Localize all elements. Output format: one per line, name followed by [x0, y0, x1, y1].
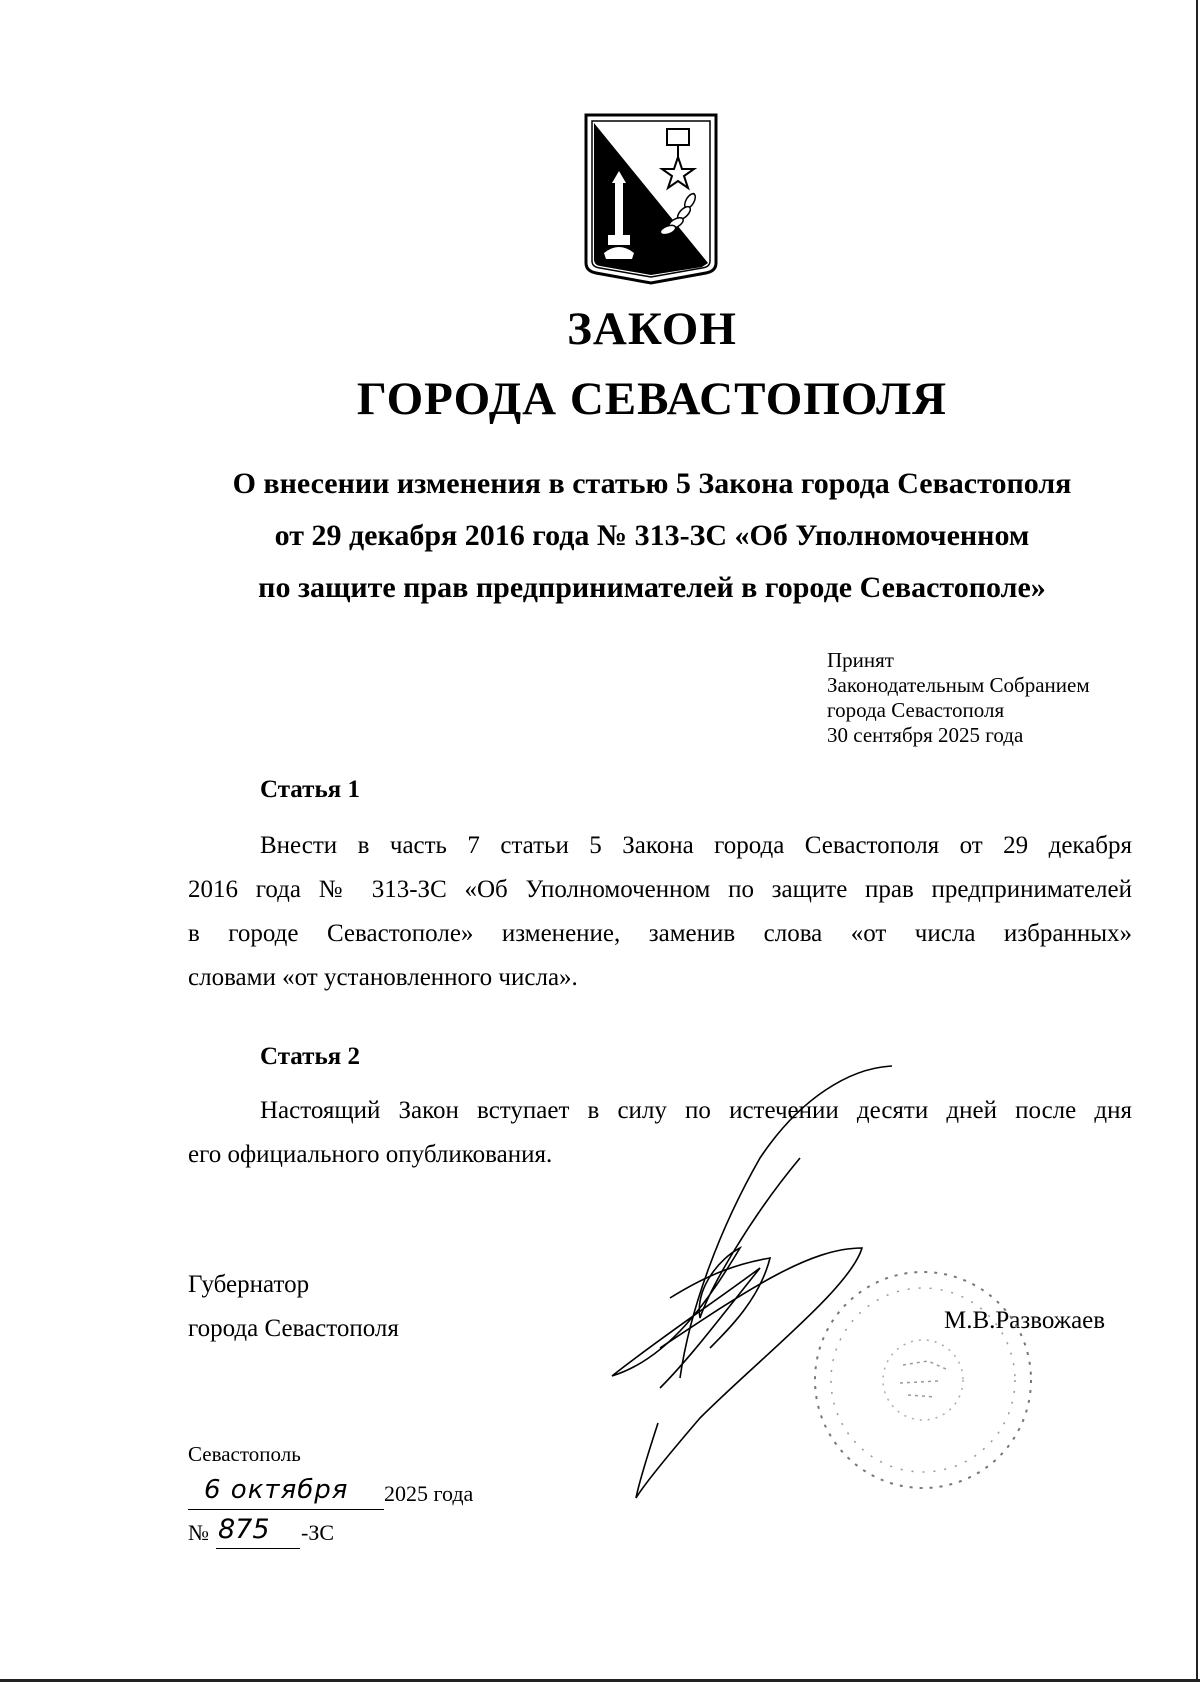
law-title: ЗАКОН: [567, 303, 737, 355]
adoption-line: Принят: [827, 648, 894, 672]
signatory-position-line: города Севастополя: [188, 1315, 399, 1342]
signatory-position: [188, 1263, 399, 1351]
article-1-line: словами «от установленного числа».: [188, 964, 578, 991]
scan-edge-right: [1196, 0, 1198, 1682]
article-1-line: Внести в часть 7 статьи 5 Закона города Севастополя от 29 декабря: [260, 832, 1132, 859]
article-2-heading: Статья 2: [260, 1043, 360, 1070]
sevastopol-coat-of-arms-icon: [582, 113, 720, 285]
number-suffix: -ЗС: [301, 1520, 335, 1545]
signatory-name: М.В.Развожаев: [944, 1307, 1106, 1334]
article-2-line: его официального опубликования.: [188, 1141, 553, 1168]
signing-date: [188, 1475, 508, 1513]
law-city-title: ГОРОДА СЕВАСТОПОЛЯ: [356, 373, 948, 425]
signatory-position-line: Губернатор: [188, 1271, 310, 1298]
article-1-text: [188, 824, 1132, 1000]
article-1-line: 2016 года № 313-ЗС «Об Уполномоченном по защите прав предпринимателей: [188, 876, 1132, 903]
adoption-line: Законодательным Собранием: [827, 673, 1090, 697]
article-1-heading: Статья 1: [260, 776, 360, 803]
number-sign: №: [188, 1520, 209, 1545]
law-number: [188, 1514, 388, 1552]
subtitle-line: О внесении изменения в статью 5 Закона города Севастополя: [232, 467, 1072, 500]
law-subtitle: [190, 458, 1114, 614]
number-handwritten: 875: [218, 1514, 270, 1545]
number-underline: [216, 1548, 300, 1549]
subtitle-line: по защите прав предпринимателей в городе Севастополе»: [258, 571, 1046, 604]
date-underline: [188, 1509, 384, 1510]
handwritten-signature: [600, 1058, 900, 1508]
date-handwritten: 6 октября: [204, 1475, 349, 1505]
adoption-line: города Севастополя: [827, 698, 1005, 722]
subtitle-line: от 29 декабря 2016 года № 313-ЗС «Об Уполномоченном: [274, 519, 1030, 552]
article-2-line: Настоящий Закон вступает в силу по истечении десяти дней после дня: [260, 1097, 1132, 1124]
date-year: 2025 года: [384, 1481, 474, 1506]
adoption-block: [827, 648, 1187, 748]
place-of-signing: Севастополь: [188, 1442, 301, 1466]
adoption-date: 30 сентября 2025 года: [827, 723, 1024, 747]
article-1-line: в городе Севастополе» изменение, заменив слова «от числа избранных»: [188, 920, 1132, 947]
